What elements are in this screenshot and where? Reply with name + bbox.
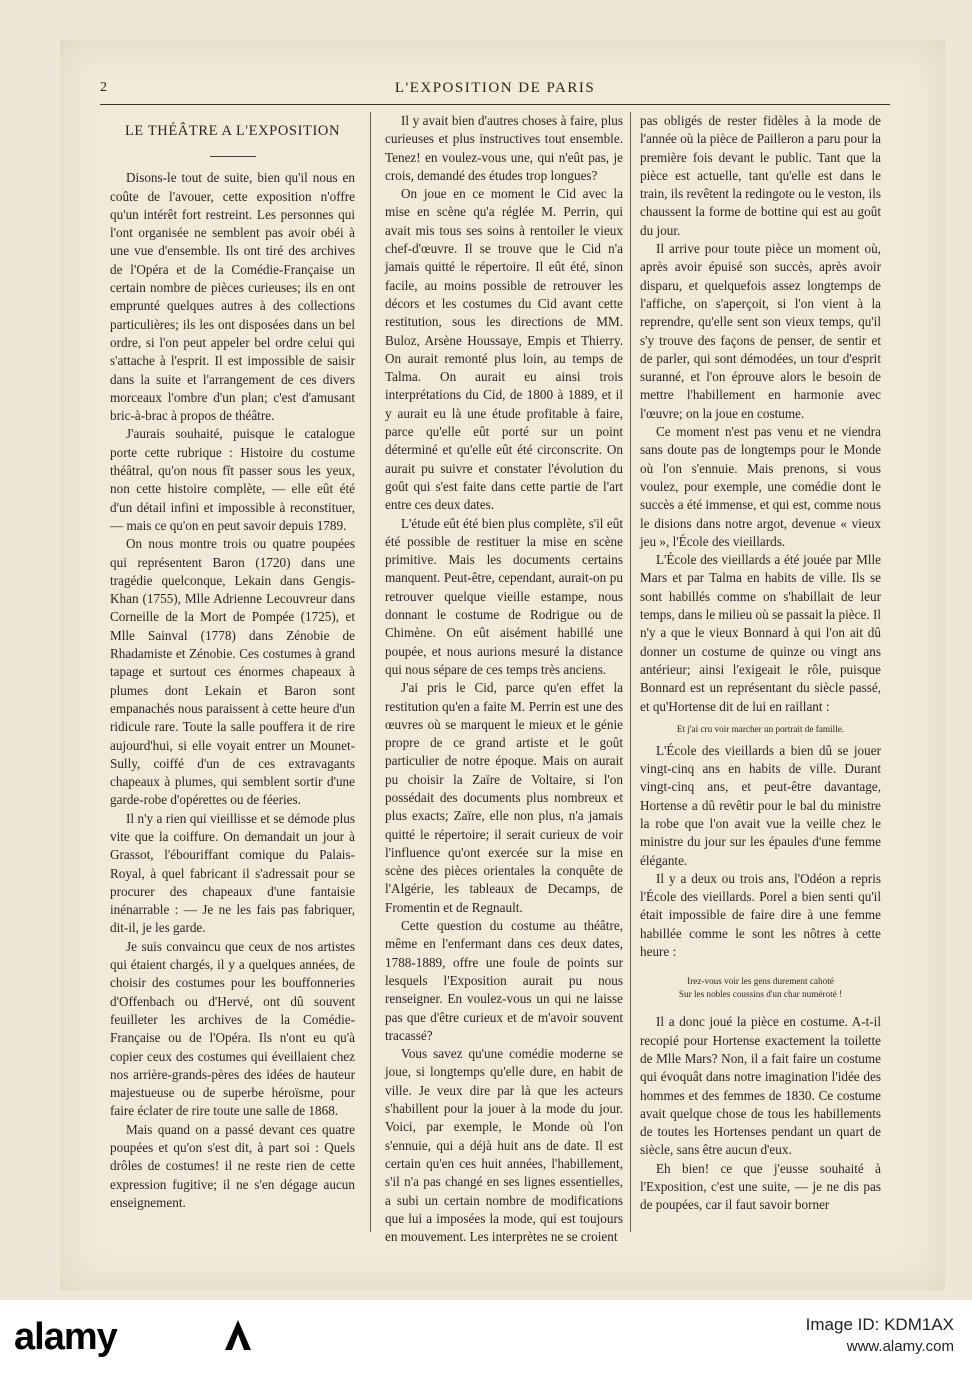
stock-watermark-bar bbox=[0, 1300, 972, 1390]
column-1 bbox=[110, 112, 355, 1212]
verse-line: Irez-vous voir les gens durement cahoté bbox=[687, 976, 834, 987]
paragraph: Vous savez qu'une comédie moderne se joue, si longtemps qu'elle dure, en habit de ville. Je veux dire par là que les acteurs s'habillent pour la jouer à la mode du jour. Voici, par exemple, le Monde où l'on s'ennuie, qui a déjà huit ans de date. Il est certain qu'en ces huit années, l'habillement, s'il n'a pas changé en ses lignes essentielles, a subi un certain nombre de modifications que lui a imposées la mode, qui est toujours en mouvement. Les interprètes ne se croient bbox=[385, 1046, 623, 1245]
paragraph: Ce moment n'est pas venu et ne viendra sans doute pas de longtemps pour le Monde où l'on s'ennuie. Mais prenons, si vous voulez, pour exemple, une comédie dont le succès a été immense, et qui est, comme nous le disions dans notre argot, devenue « vieux jeu », l'École des vieillards. bbox=[640, 424, 881, 549]
alamy-logo-mark-icon bbox=[225, 1320, 251, 1350]
column-2 bbox=[385, 112, 623, 1246]
paragraph: Je suis convaincu que ceux de nos artistes qui étaient chargés, il y a quelques années, de choisir des costumes pour les bouffonneries d'Offenbach ou d'Hervé, ont dû souvent feuilleter les archives de la Comédie-Française ou de l'Opéra. Ils n'ont eu qu'à copier ceux des costumes qui éveillaient chez nos arrière-grands-pères des idées de hauteur majestueuse ou de superbe héroïsme, pour faire éclater de rire toute une salle de 1868. bbox=[110, 938, 355, 1119]
article-title: LE THÉÂTRE A L'EXPOSITION bbox=[124, 123, 341, 139]
paragraph: Mais quand on a passé devant ces quatre poupées et qu'on s'est dit, à part soi : Quels drôles de costumes! il ne reste rien de cette expression fugitive; il ne s'en dégage aucun enseignement. bbox=[110, 1121, 355, 1210]
paragraph: Il y avait bien d'autres choses à faire, plus curieuses et plus instructives tout ensemble. Tenez! en voulez-vous une, qui n'eût pas, je crois, demandé des études trop longues? bbox=[385, 113, 623, 183]
paragraph: On joue en ce moment le Cid avec la mise en scène qu'a réglée M. Perrin, qui avait mis tous ses soins à rentoiler le vieux chef-d'œuvre. Il se trouve que le Cid n'a jamais quitté le répertoire. Il eût été, sinon facile, au moins possible de retrouver les décors et les costumes du Cid avant cette restitution, sous les directions de MM. Buloz, Arsène Houssaye, Empis et Thierry. On aurait remonté plus loin, au temps de Talma. On aurait eu ainsi trois interprétations du Cid, de 1800 à 1889, et il y aurait eu là une étude profitable à faire, parce qu'elle eût porté sur un point déterminé et qu'elle eût été circonscrite. On aurait pu suivre et constater l'évolution du goût qui s'est faite dans cette partie de l'art entre ces deux dates. bbox=[385, 186, 623, 513]
paragraph: Il arrive pour toute pièce un moment où, après avoir épuisé son succès, après avoir disparu, et quelquefois assez longtemps de l'affiche, on s'aperçoit, si l'on vient à la reprendre, qu'elle sent son vieux temps, qu'il s'y trouve des façons de penser, de sentir et de parler, qui sont démodées, un tour d'esprit suranné, et l'on éprouve alors le besoin de mettre l'habillement en harmonie avec l'œuvre; on la joue en costume. bbox=[640, 241, 881, 421]
paragraph: J'aurais souhaité, puisque le catalogue porte cette rubrique : Histoire du costume théâtral, qu'on nous fît passer sous les yeux, non cette histoire complète, — elle eût été d'un détail infini et impossible à reconstituer, — mais ce qu'on en peut savoir depuis 1789. bbox=[110, 426, 355, 533]
running-title: L'EXPOSITION DE PARIS bbox=[394, 80, 596, 96]
title-rule bbox=[210, 156, 256, 157]
paragraph: Il n'y a rien qui vieillisse et se démode plus vite que la coiffure. On demandait un jour à Grassot, l'ébouriffant comique du Palais-Royal, à quel fabricant il s'adressait pour se procurer des chapeaux d'une fantaisie inénarrable : — Je ne les fais pas fabriquer, dit-il, je les garde. bbox=[110, 810, 355, 936]
paragraph: L'École des vieillards a bien dû se jouer vingt-cinq ans en habits de ville. Durant vingt-cinq ans, et peut-être davantage, Hortense a dû revêtir pour le bal du ministre la robe que l'on avait vue la veille chez le ministre du jour sur les épaules d'une femme élégante. bbox=[640, 742, 881, 868]
paragraph: On nous montre trois ou quatre poupées qui représentent Baron (1720) dans une tragédie quelconque, Lekain dans Gengis-Khan (1755), Mlle Adrienne Lecouvreur dans Corneille de la Mort de Pompée (1725), et Mlle Sainval (1778) dans Zénobie de Rhadamiste et Zénobie. Ces costumes à grand tapage et surtout ces énormes chapeaux à plumes dont Lekain et Baron sont empanachés nous paraissent à cette heure d'un ridicule rare. Toute la salle pouffera it de rire aujourd'hui, si elle voyait entrer un Mounet-Sully, coiffé d'un de ces extravagants chapeaux à plumes, qui semblent sortir d'une garde-robe d'opérettes ou de féeries. bbox=[110, 536, 355, 808]
paragraph: Cette question du costume au théâtre, même en l'enfermant dans ces deux dates, 1788-1889, offre une foule de points sur lesquels l'Exposition aurait pu nous renseigner. En voulez-vous un qui ne laisse pas que d'être curieux et de m'avoir souvent tracassé? bbox=[385, 918, 623, 1043]
page-number: 2 bbox=[100, 80, 107, 95]
page-header bbox=[100, 80, 890, 104]
alamy-logo: alamy bbox=[14, 1316, 117, 1358]
column-divider bbox=[370, 112, 371, 1232]
image-id: Image ID: KDM1AX bbox=[805, 1315, 954, 1334]
image-id-block bbox=[806, 1314, 954, 1358]
watermark-url: www.alamy.com bbox=[846, 1338, 954, 1355]
verse-line: Sur les nobles coussins d'un char numéroté ! bbox=[678, 989, 843, 1000]
column-3 bbox=[640, 112, 881, 1215]
paragraph: L'étude eût été bien plus complète, s'il eût été possible de restituer la mise en scène primitive. Mais les documents certains manquent. Peut-être, cependant, aurait-on pu retrouver quelque vieille estampe, nous donnant le costume de Rodrigue ou de Chimène. On eût aisément habillé une poupée, et nous aurions mesuré la distance qui nous sépare de ces temps très anciens. bbox=[385, 515, 623, 677]
header-rule bbox=[100, 104, 890, 105]
verse-quote-block bbox=[640, 975, 881, 1001]
column-divider bbox=[630, 112, 631, 1232]
paragraph: Eh bien! ce que j'eusse souhaité à l'Exposition, c'est une suite, — je ne dis pas de poupées, car il faut savoir borner bbox=[640, 1160, 881, 1213]
paragraph: pas obligés de rester fidèles à la mode de l'année où la pièce de Pailleron a paru pour la première fois devant le public. Tant que la pièce est actuelle, tant qu'elle est dans le train, ils revêtent la redingote ou le veston, ils chaussent la forme de bottine qui est au goût du jour. bbox=[640, 113, 881, 238]
paragraph: L'École des vieillards a été jouée par Mlle Mars et par Talma en habits de ville. Ils se sont habillés comme on s'habillait de leur temps, dans le milieu où se passait la pièce. Il n'y a que le vieux Bonnard à qui l'on ait dû donner un costume de quinze ou vingt ans antérieur; ainsi l'exigeait le rôle, puisque Bonnard est un représentant du siècle passé, et qu'Hortense dit de lui en raillant : bbox=[640, 552, 881, 714]
paragraph: Disons-le tout de suite, bien qu'il nous en coûte de l'avouer, cette exposition n'offre qu'un intérêt fort restreint. Les personnes qui l'ont organisée ne semblent pas avoir obéi à une vue d'ensemble. Ils ont tiré des archives de l'Opéra et de la Comédie-Française un certain nombre de pièces curieuses; ils en ont emprunté quelques autres à des collections particulières; ils les ont disposées dans un bel ordre, si l'on peut appeler bel ordre celui qui s'attache à l'esprit. Il est impossible de saisir dans la suite et l'arrangement de ces divers morceaux l'ombre d'un plan; c'est d'amusant bric-à-brac à propos de théâtre. bbox=[110, 170, 355, 424]
paragraph: Il y a deux ou trois ans, l'Odéon a repris l'École des vieillards. Porel a bien senti qu'il était impossible de faire dire à une femme habillée comme le sont les nôtres à cette heure : bbox=[640, 870, 881, 960]
paragraph: Il a donc joué la pièce en costume. A-t-il recopié pour Hortense exactement la toilette de Mlle Mars? Non, il a fait faire un costume qui évoquât dans notre imagination l'idée des hommes et des femmes de 1830. Ce costume avait quelque chose de tous les habillements de toutes les Hortenses pendant un quart de siècle, sans être aucun d'eux. bbox=[640, 1014, 881, 1158]
verse-quote: Et j'ai cru voir marcher un portrait de famille. bbox=[676, 723, 845, 734]
paragraph: J'ai pris le Cid, parce qu'en effet la restitution qu'en a faite M. Perrin est une des œuvres où se marquent le mieux et le génie propre de ce grand artiste et le goût particulier de notre époque. Mais on aurait pu choisir la Zaïre de Voltaire, si l'on possédait des documents plus nombreux et plus exacts; Zaïre, elle non plus, n'a jamais quitté le répertoire; il serait curieux de voir l'influence qu'ont exercée sur la mise en scène des pièces orientales la conquête de l'Algérie, les tableaux de Decamps, de Fromentin et de Regnault. bbox=[385, 680, 623, 915]
